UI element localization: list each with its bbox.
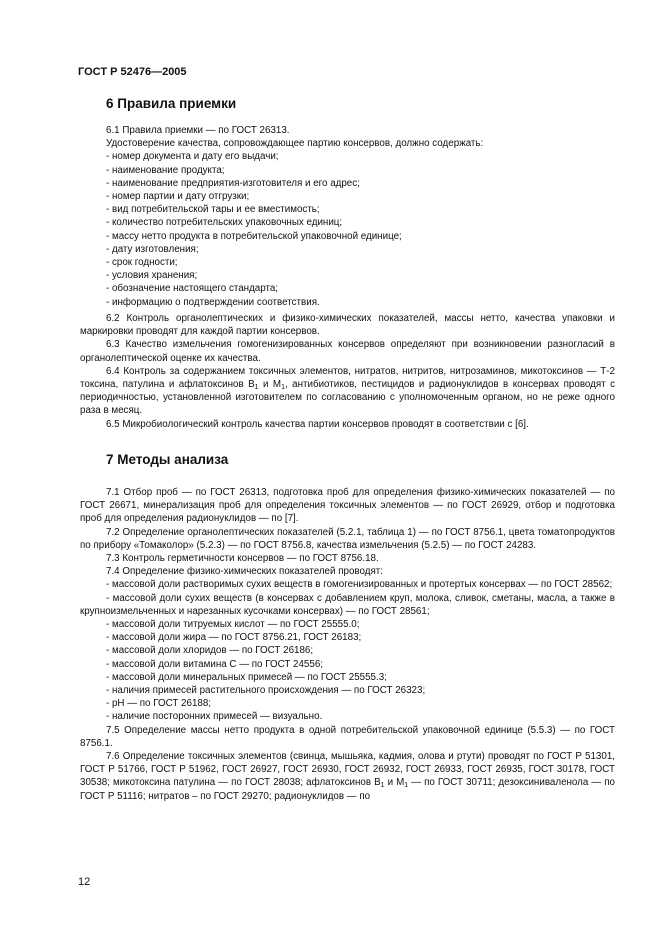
list-item: - массовой доли титруемых кислот — по ГОСТ 25555.0; [106, 619, 360, 631]
list-item: - массу нетто продукта в потребительской упаковочной единице; [106, 230, 402, 242]
list-item: - наличие посторонних примесей — визуально. [106, 711, 323, 723]
section-6 [106, 96, 615, 309]
para-7-6: 7.6 Определение токсичных элементов (свинца, мышьяка, кадмия, олова и ртути) проводят по ГОСТ Р 51301, ГОСТ Р 51766, ГОСТ Р 51962, ГОСТ 26927, ГОСТ 26930, ГОСТ 26932, ГОСТ 26933, ГОСТ 26935, ГОСТ 30178, ГОСТ 30538; микотоксина патулина — по ГОСТ 28038; афлатоксинов $В_1$ и $М_1$ — по ГОСТ 30711; дезоксиниваленола — по ГОСТ Р 51116; нитратов – по ГОСТ 29270; радионуклидов — по [80, 751, 615, 802]
para-7-4-b: - массовой доли сухих веществ (в консервах с добавлением круп, молока, сливок, сметаны, масла, а также в крупноизмельченных и нарезанных кусочками консервах) — по ГОСТ 28561; [80, 592, 615, 617]
para-6-1: 6.1 Правила приемки — по ГОСТ 26313. [106, 125, 290, 136]
list-item: - массовой доли витамина С — по ГОСТ 24556; [106, 658, 323, 670]
para-6-3: 6.3 Качество измельчения гомогенизированных консервов определяют при возникновении разногласий в органолептической оценке их качества. [80, 339, 615, 364]
para-7-1: 7.1 Отбор проб — по ГОСТ 26313, подготовка проб для определения физико-химических показателей — по ГОСТ 26671, минерализация проб для определения токсичных элементов — по ГОСТ 26929, отбор и подготовка проб для определения радионуклидов — по [7]. [80, 487, 615, 525]
para-7-4-a: - массовой доли растворимых сухих веществ в гомогенизированных и протертых консервах — по ГОСТ 28562; [106, 579, 613, 591]
list-item: - условия хранения; [106, 270, 198, 282]
list-item: - количество потребительских упаковочных единиц; [106, 217, 343, 229]
para-6-5: 6.5 Микробиологический контроль качества партии консервов проводят в соответствии с [6]. [106, 418, 529, 430]
list-item: - дату изготовления; [106, 243, 199, 255]
list-item: - наименование предприятия-изготовителя и его адрес; [106, 177, 360, 189]
para-7-3: 7.3 Контроль герметичности консервов — по ГОСТ 8756.18. [106, 553, 379, 565]
section-7-list [80, 618, 615, 724]
list-item: - массовой доли жира — по ГОСТ 8756.21, ГОСТ 26183; [106, 632, 362, 644]
section-7 [80, 486, 615, 803]
section-6-cont [80, 312, 615, 431]
section-7-title-wrap [106, 452, 615, 468]
list-item: - обозначение настоящего стандарта; [106, 283, 279, 295]
list-item: - информацию о подтверждении соответствия. [106, 296, 320, 308]
page-number: 12 [78, 876, 91, 888]
para-7-5: 7.5 Определение массы нетто продукта в одной потребительской упаковочной единице (5.5.3) — по ГОСТ 8756.1. [80, 724, 615, 749]
list-item: - рН — по ГОСТ 26188; [106, 698, 212, 710]
list-item: - срок годности; [106, 257, 178, 269]
list-item: - номер партии и дату отгрузки; [106, 191, 250, 203]
para-6-4: 6.4 Контроль за содержанием токсичных элементов, нитратов, нитритов, нитрозаминов, микотоксинов — Т-2 токсина, патулина и афлатоксинов $В_1$ и $М_1$, антибиотиков, пестицидов и радионуклидов в консервах проводят с периодичностью, установленной изготовителем по согласованию с уполномоченным органом, но не реже одного раза в месяц. [80, 365, 615, 417]
list-item: - массовой доли хлоридов — по ГОСТ 26186; [106, 645, 314, 657]
para-6-1-b: Удостоверение качества, сопровождающее партию консервов, должно содержать: [106, 138, 484, 150]
list-item: - номер документа и дату его выдачи; [106, 151, 279, 163]
document-header: ГОСТ Р 52476—2005 [78, 66, 187, 78]
list-item: - наличия примесей растительного происхождения — по ГОСТ 26323; [106, 685, 426, 697]
para-7-4: 7.4 Определение физико-химических показателей проводят: [106, 566, 383, 578]
para-6-2: 6.2 Контроль органолептических и физико-химических показателей, массы нетто, качества упаковки и маркировки проводят для каждой партии консервов. [80, 313, 615, 338]
section-6-list [106, 150, 615, 308]
list-item: - вид потребительской тары и ее вместимость; [106, 204, 320, 216]
section-7-title: 7 Методы анализа [106, 452, 229, 467]
para-7-2: 7.2 Определение органолептических показателей (5.2.1, таблица 1) — по ГОСТ 8756.1, цвета томатопродуктов по прибору «Томаколор» (5.2.3) — по ГОСТ 8756.8, качества измельчения (5.2.5) — по ГОСТ 24283. [80, 526, 615, 551]
section-6-title: 6 Правила приемки [106, 96, 237, 111]
list-item: - наименование продукта; [106, 164, 225, 176]
list-item: - массовой доли минеральных примесей — по ГОСТ 25555.3; [106, 671, 387, 683]
